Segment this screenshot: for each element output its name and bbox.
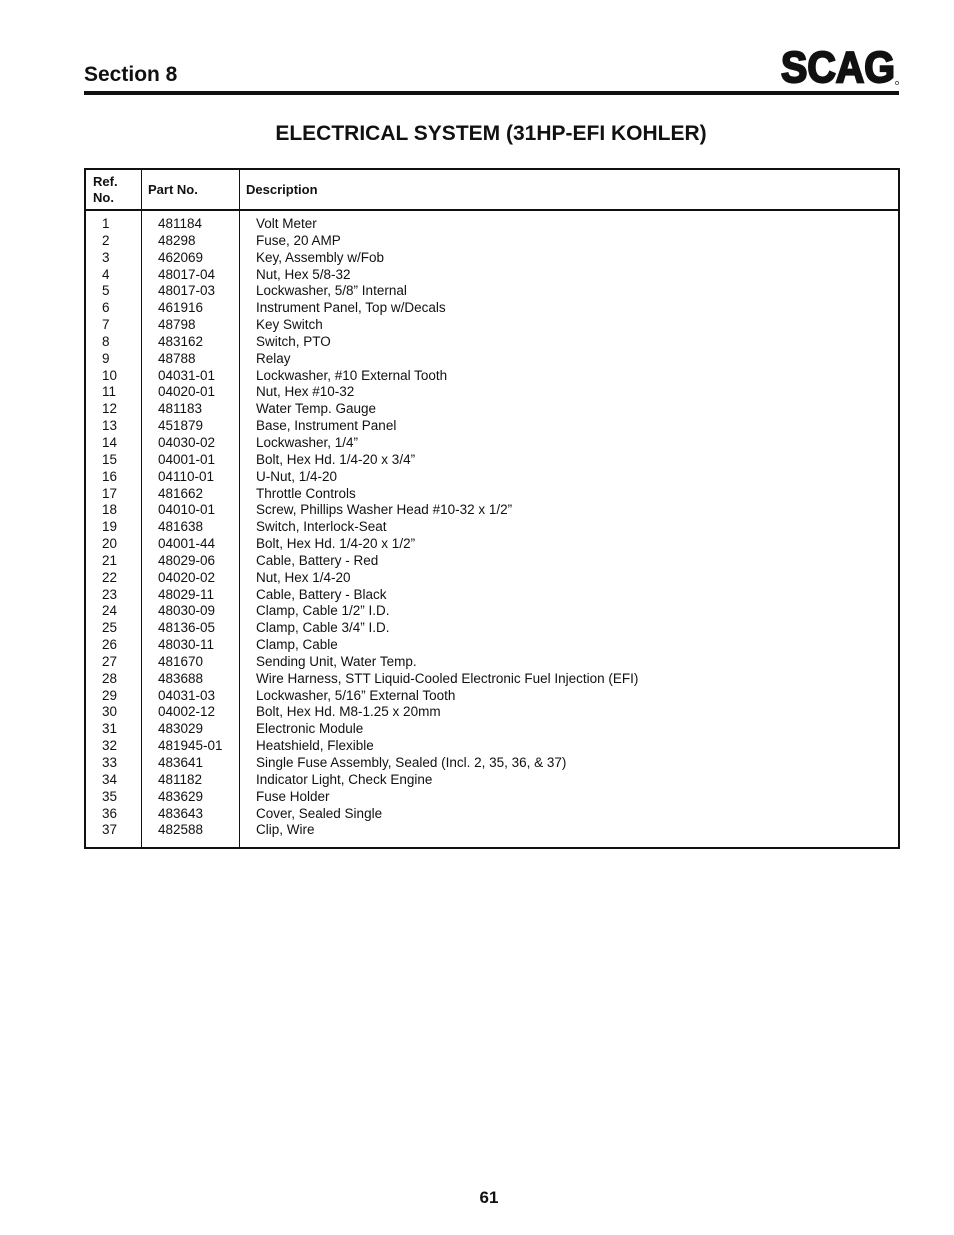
table-row bbox=[86, 283, 898, 300]
part-number-cell: 48298 bbox=[158, 232, 196, 248]
description-cell: Water Temp. Gauge bbox=[256, 401, 377, 417]
description-cell: Clip, Wire bbox=[256, 822, 315, 838]
table-row bbox=[86, 267, 898, 284]
part-number-cell: 483643 bbox=[158, 805, 204, 821]
part-number-cell: 451879 bbox=[158, 418, 204, 434]
ref-cell: 27 bbox=[102, 653, 118, 669]
description-cell: Lockwasher, 1/4” bbox=[256, 434, 359, 450]
table-row bbox=[86, 755, 898, 772]
table-row bbox=[86, 772, 898, 789]
description-cell: Lockwasher, 5/16” External Tooth bbox=[256, 687, 456, 703]
table-row bbox=[86, 570, 898, 587]
table-row bbox=[86, 216, 898, 233]
part-number-cell: 04020-02 bbox=[158, 569, 216, 585]
page-heading: ELECTRICAL SYSTEM (31HP-EFI KOHLER) bbox=[275, 122, 707, 145]
ref-cell: 4 bbox=[102, 266, 110, 282]
part-number-cell: 48029-06 bbox=[158, 552, 216, 568]
table-row bbox=[86, 789, 898, 806]
description-cell: Relay bbox=[256, 350, 291, 366]
part-number-cell: 481184 bbox=[158, 216, 203, 231]
table-row bbox=[86, 654, 898, 671]
part-number-cell: 483629 bbox=[158, 788, 204, 804]
description-cell: U-Nut, 1/4-20 bbox=[256, 468, 338, 484]
part-number-cell: 481182 bbox=[158, 771, 203, 787]
ref-cell: 24 bbox=[102, 603, 118, 619]
ref-header-line2: No. bbox=[93, 190, 114, 205]
part-number-cell: 483688 bbox=[158, 670, 204, 686]
description-cell: Instrument Panel, Top w/Decals bbox=[256, 300, 446, 316]
ref-cell: 17 bbox=[102, 485, 118, 501]
part-number-cell: 48136-05 bbox=[158, 620, 216, 636]
part-number-cell: 481638 bbox=[158, 519, 204, 535]
part-number-cell: 04030-02 bbox=[158, 434, 216, 450]
part-number-cell: 481183 bbox=[158, 401, 203, 417]
ref-cell: 32 bbox=[102, 738, 118, 754]
description-cell: Nut, Hex 1/4-20 bbox=[256, 569, 351, 585]
table-row bbox=[86, 469, 898, 486]
ref-cell: 37 bbox=[102, 822, 118, 838]
table-row bbox=[86, 486, 898, 503]
table-row bbox=[86, 250, 898, 267]
part-number-cell: 48017-03 bbox=[158, 283, 216, 299]
part-number-cell: 04010-01 bbox=[158, 502, 216, 518]
ref-cell: 11 bbox=[102, 384, 117, 400]
ref-cell: 14 bbox=[102, 434, 118, 450]
table-row bbox=[86, 418, 898, 435]
part-number-cell: 04020-01 bbox=[158, 384, 216, 400]
ref-cell: 33 bbox=[102, 755, 118, 770]
description-cell: Cable, Battery - Red bbox=[256, 552, 379, 568]
part-number-cell: 48030-09 bbox=[158, 603, 216, 619]
description-cell: Clamp, Cable 3/4” I.D. bbox=[256, 620, 390, 636]
description-cell: Electronic Module bbox=[256, 721, 364, 737]
table-row bbox=[86, 233, 898, 250]
svg-text:SCAG: SCAG bbox=[781, 44, 895, 90]
description-cell: Screw, Phillips Washer Head #10-32 x 1/2” bbox=[256, 502, 513, 518]
part-number-cell: 04031-03 bbox=[158, 687, 216, 703]
description-cell: Key Switch bbox=[256, 317, 323, 333]
part-number-cell: 04001-44 bbox=[158, 536, 216, 552]
page-number: 61 bbox=[479, 1188, 499, 1207]
ref-cell: 36 bbox=[102, 805, 118, 821]
part-number-cell: 481670 bbox=[158, 653, 204, 669]
ref-cell: 35 bbox=[102, 788, 118, 804]
table-row bbox=[86, 502, 898, 519]
ref-cell: 34 bbox=[102, 771, 118, 787]
table-row bbox=[86, 317, 898, 334]
ref-cell: 18 bbox=[102, 502, 118, 518]
part-number-cell: 482588 bbox=[158, 822, 204, 838]
ref-cell: 5 bbox=[102, 283, 110, 299]
description-cell: Lockwasher, 5/8” Internal bbox=[256, 283, 407, 299]
description-cell: Nut, Hex 5/8-32 bbox=[256, 266, 351, 282]
part-no-header: Part No. bbox=[148, 182, 198, 197]
table-row bbox=[86, 368, 898, 385]
part-number-cell: 04031-01 bbox=[158, 367, 216, 383]
table-row bbox=[86, 452, 898, 469]
ref-cell: 21 bbox=[102, 552, 118, 568]
description-header: Description bbox=[246, 182, 318, 197]
description-cell: Bolt, Hex Hd. 1/4-20 x 1/2” bbox=[256, 536, 416, 552]
part-number-cell: 483162 bbox=[158, 333, 204, 349]
part-number-cell: 04001-01 bbox=[158, 451, 216, 467]
ref-cell: 31 bbox=[102, 721, 118, 737]
table-row bbox=[86, 300, 898, 317]
description-cell: Nut, Hex #10-32 bbox=[256, 384, 355, 400]
description-cell: Switch, PTO bbox=[256, 333, 331, 349]
ref-cell: 25 bbox=[102, 620, 118, 636]
description-cell: Clamp, Cable bbox=[256, 637, 338, 653]
description-cell: Bolt, Hex Hd. M8-1.25 x 20mm bbox=[256, 704, 441, 720]
description-cell: Wire Harness, STT Liquid-Cooled Electronic Fuel Injection (EFI) bbox=[256, 670, 639, 686]
table-row bbox=[86, 704, 898, 721]
part-number-cell: 481662 bbox=[158, 485, 204, 501]
table-row bbox=[86, 620, 898, 637]
ref-cell: 8 bbox=[102, 333, 110, 349]
table-row bbox=[86, 401, 898, 418]
table-row bbox=[86, 822, 898, 839]
description-cell: Heatshield, Flexible bbox=[256, 738, 374, 754]
header-rule bbox=[84, 91, 899, 95]
part-number-cell: 483641 bbox=[158, 755, 204, 770]
table-row bbox=[86, 688, 898, 705]
description-cell: Indicator Light, Check Engine bbox=[256, 771, 433, 787]
part-number-cell: 48029-11 bbox=[158, 586, 215, 602]
description-cell: Cable, Battery - Black bbox=[256, 586, 387, 602]
table-row bbox=[86, 334, 898, 351]
table-row bbox=[86, 519, 898, 536]
ref-cell: 3 bbox=[102, 249, 110, 265]
table-row bbox=[86, 721, 898, 738]
ref-cell: 29 bbox=[102, 687, 118, 703]
table-row bbox=[86, 553, 898, 570]
table-row bbox=[86, 384, 898, 401]
part-number-cell: 48788 bbox=[158, 350, 196, 366]
ref-cell: 16 bbox=[102, 468, 118, 484]
part-number-cell: 04002-12 bbox=[158, 704, 216, 720]
part-number-cell: 48030-11 bbox=[158, 637, 215, 653]
part-number-cell: 461916 bbox=[158, 300, 204, 316]
ref-cell: 1 bbox=[102, 216, 110, 231]
table-row bbox=[86, 738, 898, 755]
part-number-cell: 483029 bbox=[158, 721, 204, 737]
description-cell: Clamp, Cable 1/2” I.D. bbox=[256, 603, 390, 619]
table-row bbox=[86, 806, 898, 823]
ref-cell: 2 bbox=[102, 232, 110, 248]
ref-cell: 15 bbox=[102, 451, 118, 467]
part-number-cell: 481945-01 bbox=[158, 738, 223, 754]
ref-cell: 23 bbox=[102, 586, 118, 602]
description-cell: Switch, Interlock-Seat bbox=[256, 519, 387, 535]
ref-cell: 20 bbox=[102, 536, 118, 552]
scag-logo bbox=[780, 44, 900, 90]
description-cell: Key, Assembly w/Fob bbox=[256, 249, 385, 265]
table-row bbox=[86, 587, 898, 604]
description-cell: Sending Unit, Water Temp. bbox=[256, 653, 417, 669]
part-number-cell: 04110-01 bbox=[158, 468, 215, 484]
description-cell: Throttle Controls bbox=[256, 485, 356, 501]
ref-cell: 13 bbox=[102, 418, 118, 434]
table-body bbox=[86, 216, 898, 839]
ref-cell: 9 bbox=[102, 350, 110, 366]
description-cell: Volt Meter bbox=[256, 216, 317, 231]
part-number-cell: 48798 bbox=[158, 317, 196, 333]
part-number-cell: 462069 bbox=[158, 249, 204, 265]
ref-cell: 30 bbox=[102, 704, 118, 720]
description-cell: Cover, Sealed Single bbox=[256, 805, 383, 821]
description-cell: Base, Instrument Panel bbox=[256, 418, 397, 434]
table-row bbox=[86, 603, 898, 620]
parts-table bbox=[84, 168, 900, 849]
ref-cell: 22 bbox=[102, 569, 118, 585]
ref-cell: 19 bbox=[102, 519, 118, 535]
description-cell: Single Fuse Assembly, Sealed (Incl. 2, 35, 36, & 37) bbox=[256, 755, 567, 770]
table-row bbox=[86, 435, 898, 452]
ref-cell: 28 bbox=[102, 670, 118, 686]
table-header-rule bbox=[86, 209, 898, 211]
section-title: Section 8 bbox=[84, 63, 178, 86]
table-row bbox=[86, 536, 898, 553]
description-cell: Fuse Holder bbox=[256, 788, 330, 804]
ref-cell: 12 bbox=[102, 401, 118, 417]
table-row bbox=[86, 637, 898, 654]
table-row bbox=[86, 351, 898, 368]
description-cell: Fuse, 20 AMP bbox=[256, 232, 341, 248]
ref-cell: 6 bbox=[102, 300, 110, 316]
ref-cell: 7 bbox=[102, 317, 110, 333]
part-number-cell: 48017-04 bbox=[158, 266, 216, 282]
description-cell: Lockwasher, #10 External Tooth bbox=[256, 367, 448, 383]
description-cell: Bolt, Hex Hd. 1/4-20 x 3/4” bbox=[256, 451, 416, 467]
ref-header-line1: Ref. bbox=[93, 174, 118, 189]
ref-cell: 26 bbox=[102, 637, 118, 653]
ref-no-header bbox=[93, 174, 118, 206]
table-row bbox=[86, 671, 898, 688]
ref-cell: 10 bbox=[102, 367, 118, 383]
